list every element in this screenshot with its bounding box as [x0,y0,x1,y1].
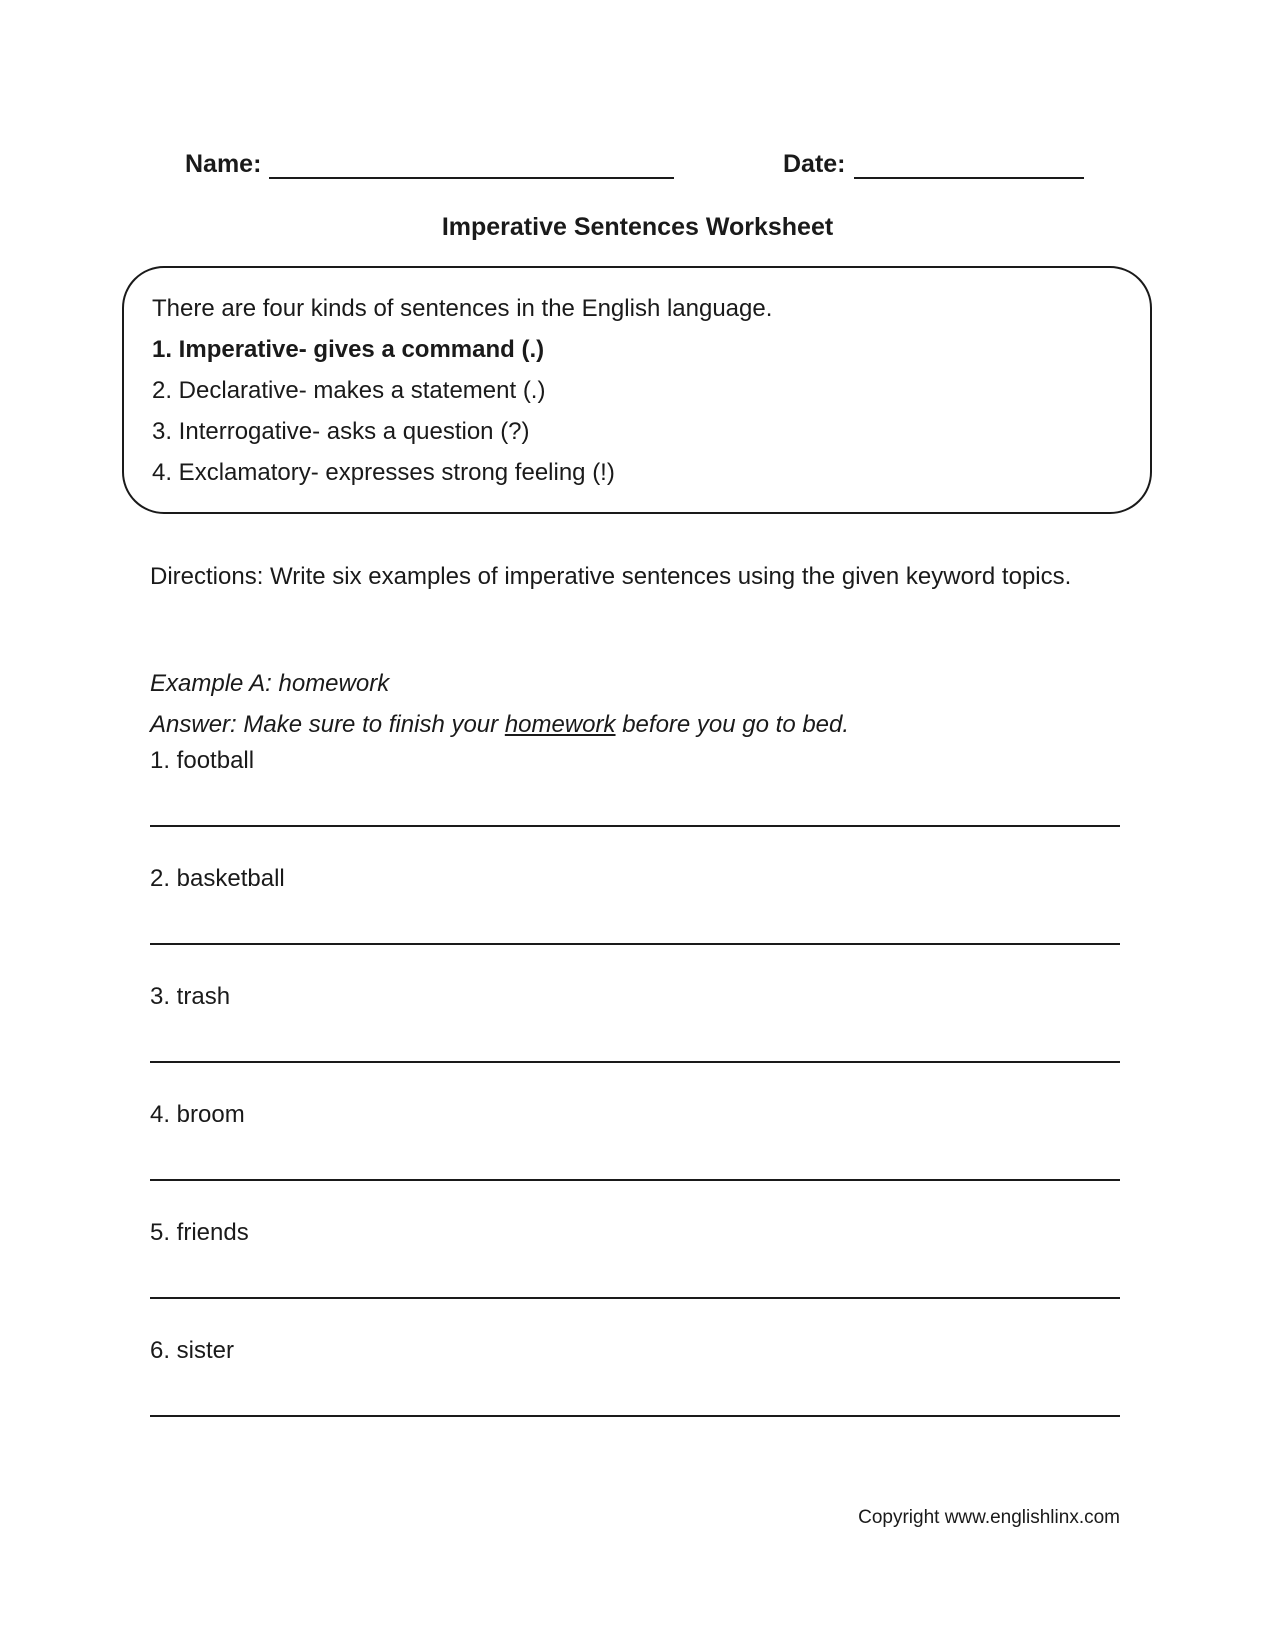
question-label-3: 3. trash [150,983,231,1010]
question-item-2 [150,858,1120,958]
question-item-4 [150,1094,1120,1194]
question-label-1: 1. football [150,747,255,774]
example-label: Example A: homework [150,670,390,697]
name-field [185,150,674,179]
header-row [185,150,1085,190]
kind-exclamatory: 4. Exclamatory- expresses strong feeling (!) [152,459,615,486]
kind-interrogative: 3. Interrogative- asks a question (?) [152,418,530,445]
answer-line-4[interactable] [150,1179,1120,1181]
kind-imperative: 1. Imperative- gives a command (.) [152,336,545,363]
example-answer-keyword: homework [504,711,616,738]
name-blank-line[interactable] [269,151,674,179]
example-answer [150,704,849,745]
kind-declarative: 2. Declarative- makes a statement (.) [152,377,546,404]
answer-line-6[interactable] [150,1415,1120,1417]
question-item-5 [150,1212,1120,1312]
date-label: Date: [783,150,846,178]
answer-line-1[interactable] [150,825,1120,827]
example-answer-prefix: Answer: Make sure to finish your [150,711,505,738]
directions-text: Directions: Write six examples of imperative sentences using the given keyword topics. [150,563,1072,590]
question-item-1 [150,740,1120,840]
question-item-6 [150,1330,1120,1430]
question-label-4: 4. broom [150,1101,245,1128]
question-item-3 [150,976,1120,1076]
name-label: Name: [185,150,262,178]
answer-line-3[interactable] [150,1061,1120,1063]
question-label-5: 5. friends [150,1219,249,1246]
info-intro: There are four kinds of sentences in the English language. [152,295,773,322]
worksheet-title: Imperative Sentences Worksheet [441,213,834,241]
question-label-2: 2. basketball [150,865,285,892]
answer-line-5[interactable] [150,1297,1120,1299]
date-blank-line[interactable] [854,151,1084,179]
answer-line-2[interactable] [150,943,1120,945]
question-label-6: 6. sister [150,1337,235,1364]
sentence-kinds-box [122,266,1152,514]
example-block [150,663,849,745]
date-field [783,150,1084,179]
example-answer-suffix: before you go to bed. [615,711,850,738]
copyright-text: Copyright www.englishlinx.com [858,1507,1120,1528]
